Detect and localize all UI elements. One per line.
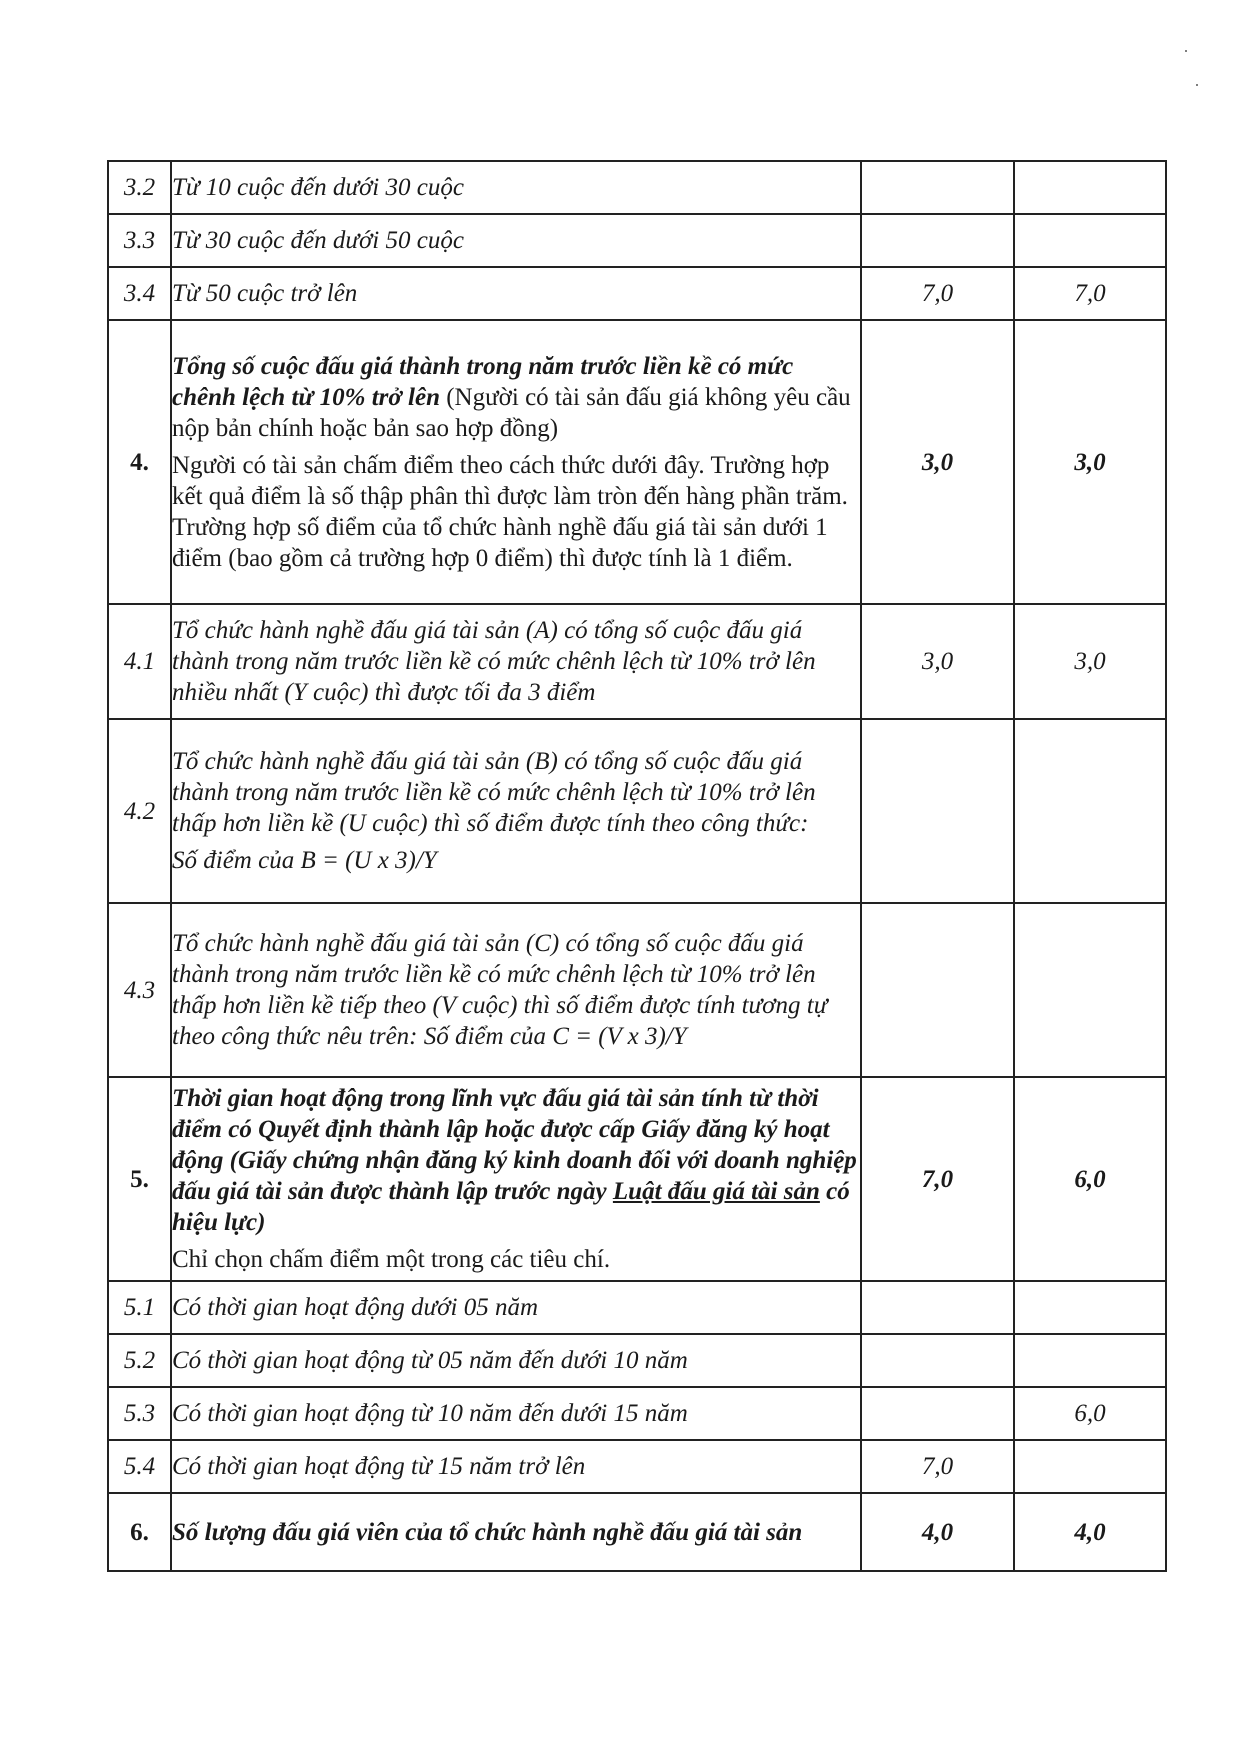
score-cell: [861, 214, 1014, 267]
score-cell: 4,0: [861, 1493, 1014, 1571]
table-row: [108, 903, 1166, 1077]
row-number: 5.3: [108, 1387, 171, 1440]
row-number: 3.2: [108, 161, 171, 214]
row-number: 3.4: [108, 267, 171, 320]
table-row: [108, 1440, 1166, 1493]
criterion-description: Chỉ chọn chấm điểm một trong các tiêu chí.: [172, 1246, 611, 1273]
score-cell: 7,0: [861, 1077, 1014, 1281]
criterion-text: Từ 10 cuộc đến dưới 30 cuộc: [171, 161, 861, 214]
criterion-text: [171, 719, 861, 903]
score-cell: 3,0: [861, 320, 1014, 604]
score-cell: 7,0: [1014, 267, 1166, 320]
row-number: 4.1: [108, 604, 171, 719]
criterion-body: Tổ chức hành nghề đấu giá tài sản (B) có tổng số cuộc đấu giá thành trong năm trước liền kề có mức chênh lệch từ 10% trở lên thấp hơn liền kề (U cuộc) thì số điểm được tính theo công thức:: [172, 748, 816, 837]
score-cell: [1014, 1440, 1166, 1493]
score-cell: [861, 1281, 1014, 1334]
score-cell: 3,0: [1014, 320, 1166, 604]
table-row: [108, 1387, 1166, 1440]
score-cell: 3,0: [1014, 604, 1166, 719]
scan-speck: [1185, 50, 1187, 52]
criterion-title-tail: có hiệu lực): [172, 1178, 850, 1236]
criterion-text: Từ 50 cuộc trở lên: [171, 267, 861, 320]
score-cell: 4,0: [1014, 1493, 1166, 1571]
score-cell: [1014, 1334, 1166, 1387]
table-row: [108, 1493, 1166, 1571]
scoring-table: [107, 160, 1167, 1572]
table-row: [108, 320, 1166, 604]
score-cell: [861, 161, 1014, 214]
criterion-text: Có thời gian hoạt động dưới 05 năm: [171, 1281, 861, 1334]
criterion-text: Có thời gian hoạt động từ 15 năm trở lên: [171, 1440, 861, 1493]
score-cell: [861, 903, 1014, 1077]
criterion-text: Số lượng đấu giá viên của tổ chức hành nghề đấu giá tài sản: [171, 1493, 861, 1571]
criterion-text: Tổ chức hành nghề đấu giá tài sản (A) có tổng số cuộc đấu giá thành trong năm trước liền kề có mức chênh lệch từ 10% trở lên nhiều nhất (Y cuộc) thì được tối đa 3 điểm: [171, 604, 861, 719]
criterion-text: [171, 320, 861, 604]
score-cell: [1014, 214, 1166, 267]
law-name: Luật đấu giá tài sản: [612, 1178, 820, 1205]
row-number: 5.4: [108, 1440, 171, 1493]
table-row: [108, 214, 1166, 267]
score-cell: 7,0: [861, 267, 1014, 320]
row-number: 3.3: [108, 214, 171, 267]
scan-speck: [1196, 84, 1198, 86]
criterion-title: Tổng số cuộc đấu giá thành trong năm trước liền kề có mức chênh lệch từ 10% trở lên: [172, 352, 794, 411]
criterion-text: Có thời gian hoạt động từ 05 năm đến dưới 10 năm: [171, 1334, 861, 1387]
score-cell: 6,0: [1014, 1387, 1166, 1440]
row-number: 5.2: [108, 1334, 171, 1387]
criterion-title: [172, 1085, 857, 1236]
score-cell: [861, 719, 1014, 903]
row-number: 4.2: [108, 719, 171, 903]
criterion-text: [171, 1077, 861, 1281]
table-row: [108, 1281, 1166, 1334]
criterion-text: Tổ chức hành nghề đấu giá tài sản (C) có tổng số cuộc đấu giá thành trong năm trước liền kề có mức chênh lệch từ 10% trở lên thấp hơn liền kề tiếp theo (V cuộc) thì số điểm được tính tương tự theo công thức nêu trên: Số điểm của C = (V x 3)/Y: [171, 903, 861, 1077]
table-row: [108, 267, 1166, 320]
row-number: 6.: [108, 1493, 171, 1571]
score-cell: 7,0: [861, 1440, 1014, 1493]
score-cell: [861, 1387, 1014, 1440]
table-row: [108, 1334, 1166, 1387]
score-cell: 6,0: [1014, 1077, 1166, 1281]
criterion-description: Người có tài sản chấm điểm theo cách thức dưới đây. Trường hợp kết quả điểm là số thập phân thì được làm tròn đến hàng phần trăm. Trường hợp số điểm của tổ chức hành nghề đấu giá tài sản dưới 1 điểm (bao gồm cả trường hợp 0 điểm) thì được tính là 1 điểm.: [172, 451, 848, 572]
score-cell: [1014, 903, 1166, 1077]
score-cell: 3,0: [861, 604, 1014, 719]
table-row: [108, 719, 1166, 903]
table-row: [108, 161, 1166, 214]
criterion-text: Từ 30 cuộc đến dưới 50 cuộc: [171, 214, 861, 267]
criterion-note: (Người có tài sản đấu giá không yêu cầu nộp bản chính hoặc bản sao hợp đồng): [172, 383, 851, 442]
row-number: 4.3: [108, 903, 171, 1077]
table-row: [108, 1077, 1166, 1281]
row-number: 5.: [108, 1077, 171, 1281]
criterion-title-lead: Thời gian hoạt động trong lĩnh vực đấu giá tài sản tính từ thời điểm có Quyết định thành lập hoặc được cấp Giấy đăng ký hoạt động (Giấy chứng nhận đăng ký kinh doanh đối với doanh nghiệp đấu giá tài sản được thành lập trước ngày: [172, 1085, 857, 1205]
row-number: 4.: [108, 320, 171, 604]
score-cell: [861, 1334, 1014, 1387]
criterion-formula: Số điểm của B = (U x 3)/Y: [172, 847, 437, 874]
table-row: [108, 604, 1166, 719]
criterion-text: Có thời gian hoạt động từ 10 năm đến dưới 15 năm: [171, 1387, 861, 1440]
row-number: 5.1: [108, 1281, 171, 1334]
score-cell: [1014, 161, 1166, 214]
score-cell: [1014, 719, 1166, 903]
score-cell: [1014, 1281, 1166, 1334]
